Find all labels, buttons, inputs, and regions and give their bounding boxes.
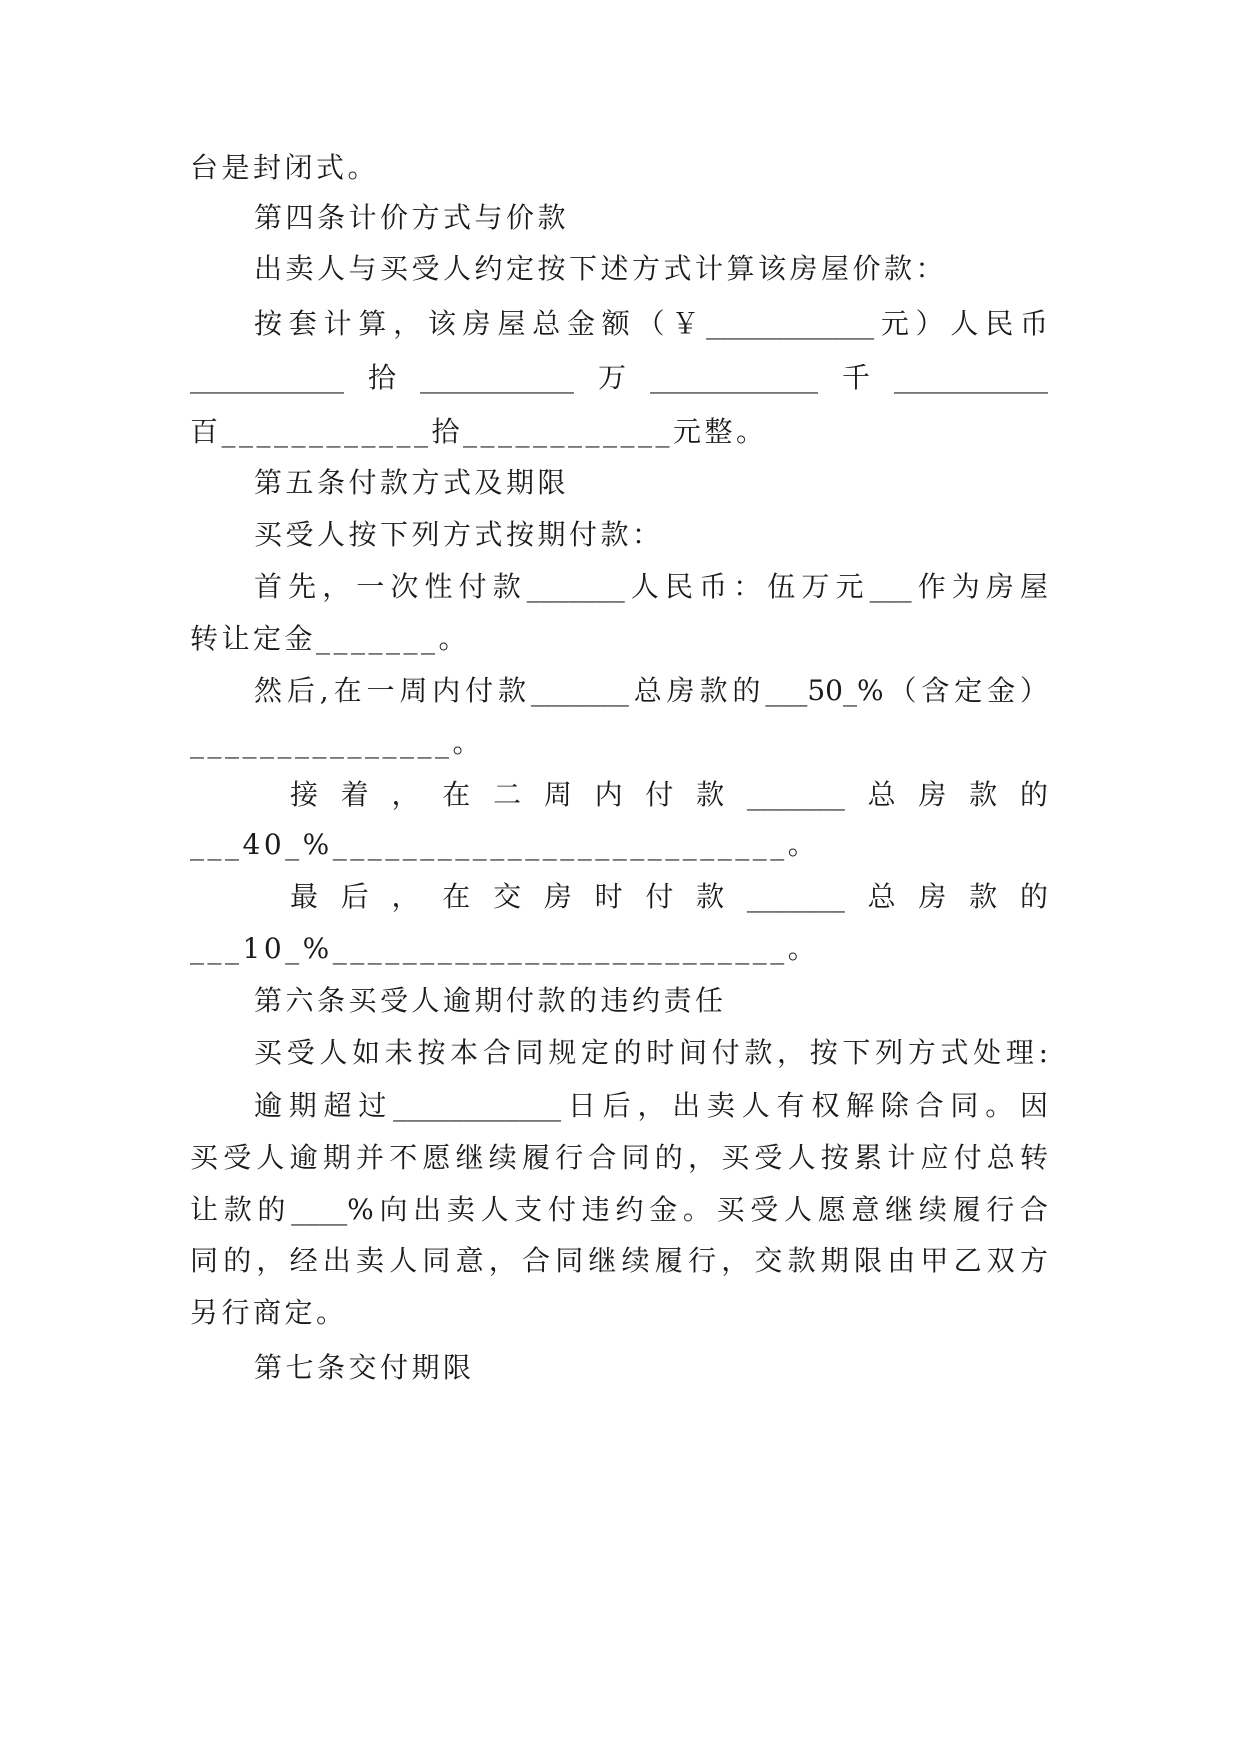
char: ， [391, 880, 420, 913]
char: 总 [867, 880, 896, 913]
char: 二 [493, 778, 522, 811]
char: 房 [543, 880, 572, 913]
char: 接 [290, 778, 319, 811]
char: 交 [493, 880, 522, 913]
paragraph-line: 出卖人与买受人约定按下述方式计算该房屋价款： [254, 252, 948, 285]
char: 的 [1019, 778, 1048, 811]
char: 款 [969, 880, 998, 913]
char: 在 [442, 880, 471, 913]
char: 房 [918, 880, 947, 913]
char: 着 [340, 778, 369, 811]
char: 总 [867, 778, 896, 811]
paragraph-line: 同的，经出卖人同意，合同继续履行，交款期限由甲乙双方 [190, 1244, 1048, 1277]
paragraph-line: 买受人如未按本合同规定的时间付款，按下列方式处理: [254, 1036, 1048, 1069]
paragraph-line: 另行商定。 [190, 1296, 348, 1329]
paragraph-line: 台是封闭式。 [190, 151, 380, 184]
paragraph-line: 然后,在一周内付款_______总房款的___50_%（含定金） [254, 674, 1048, 707]
char: 最 [290, 880, 319, 913]
char: 付 [645, 778, 674, 811]
char: ， [391, 778, 420, 811]
char: 款 [696, 778, 725, 811]
char: 的 [1019, 880, 1048, 913]
spaced-paragraph-line [290, 872, 1048, 922]
char: 在 [442, 778, 471, 811]
char: 后 [340, 880, 369, 913]
section-heading-article-7: 第七条交付期限 [254, 1351, 475, 1384]
paragraph-line: 买受人按下列方式按期付款： [254, 518, 664, 551]
char: 内 [594, 778, 623, 811]
amount-blank-line: ___________拾___________万____________千___________ [190, 361, 1048, 394]
char: 房 [918, 778, 947, 811]
paragraph-line: ___10_%__________________________。 [190, 932, 820, 965]
char: 款 [969, 778, 998, 811]
blank: _______ [746, 880, 845, 913]
spaced-paragraph-line [290, 770, 1048, 820]
char: 款 [696, 880, 725, 913]
section-heading-article-6: 第六条买受人逾期付款的违约责任 [254, 984, 727, 1017]
paragraph-line: 买受人逾期并不愿继续履行合同的，买受人按累计应付总转 [190, 1141, 1048, 1174]
paragraph-line: 按套计算，该房屋总金额（￥____________元）人民币 [254, 307, 1048, 340]
paragraph-line: ___40_%__________________________。 [190, 828, 820, 861]
paragraph-line: _______________。 [190, 726, 485, 759]
paragraph-line: 让款的____%向出卖人支付违约金。买受人愿意继续履行合 [190, 1193, 1048, 1226]
amount-blank-line: 百____________拾____________元整。 [190, 415, 768, 448]
paragraph-line: 逾期超过____________日后，出卖人有权解除合同。因 [254, 1089, 1048, 1122]
paragraph-line: 首先，一次性付款_______人民币：伍万元___作为房屋 [254, 570, 1048, 603]
char: 付 [645, 880, 674, 913]
section-heading-article-5: 第五条付款方式及期限 [254, 466, 570, 499]
paragraph-line: 转让定金_______。 [190, 622, 471, 655]
char: 周 [543, 778, 572, 811]
section-heading-article-4: 第四条计价方式与价款 [254, 201, 570, 234]
char: 时 [594, 880, 623, 913]
blank: _______ [746, 778, 845, 811]
